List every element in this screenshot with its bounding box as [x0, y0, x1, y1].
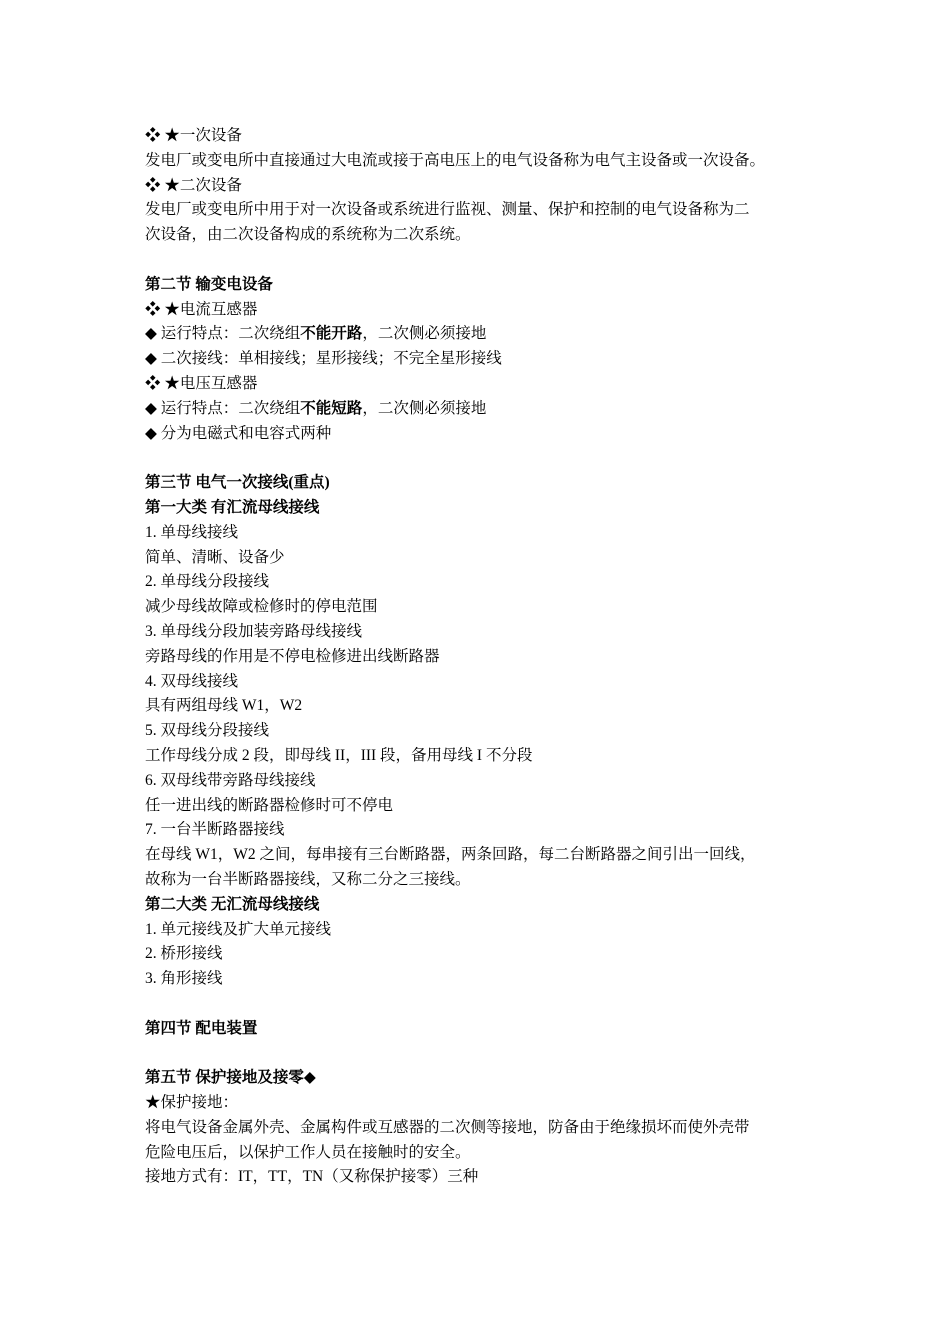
spacer: [145, 1041, 815, 1066]
list-item-desc: 工作母线分成 2 段，即母线 II，III 段，备用母线 I 不分段: [145, 746, 533, 764]
ct-feature-prefix: ◆ 运行特点：二次绕组: [145, 325, 301, 343]
grounding-definition-line2: 危险电压后，以保护工作人员在接触时的安全。: [145, 1143, 471, 1161]
section4-title: 第四节 配电装置: [145, 1019, 258, 1037]
list-item-name: 2. 单母线分段接线: [145, 573, 270, 591]
list-item-name: 3. 单母线分段加装旁路母线接线: [145, 622, 363, 640]
list-item-name: 7. 一台半断路器接线: [145, 821, 285, 839]
vt-feature-suffix: ，二次侧必须接地: [362, 399, 487, 417]
section5-title: 第五节 保护接地及接零◆: [145, 1069, 316, 1087]
ct-feature-bold: 不能开路: [300, 325, 363, 343]
grounding-heading: ★保护接地：: [145, 1094, 239, 1112]
list-item-name: 2. 桥形接线: [145, 945, 223, 963]
list-item-desc: 任一进出线的断路器检修时可不停电: [145, 796, 394, 814]
list-item-desc: 具有两组母线 W1，W2: [145, 697, 303, 715]
list-item-desc: 简单、清晰、设备少: [145, 548, 285, 566]
grounding-methods: 接地方式有：IT，TT，TN（又称保护接零）三种: [145, 1168, 479, 1186]
list-item-name: 4. 双母线接线: [145, 672, 239, 690]
vt-feature-bold: 不能短路: [300, 399, 363, 417]
vt-feature-prefix: ◆ 运行特点：二次绕组: [145, 399, 301, 417]
section3-title: 第三节 电气一次接线(重点): [145, 474, 330, 492]
spacer: [145, 248, 815, 273]
list-item-name: 5. 双母线分段接线: [145, 722, 270, 740]
list-item-desc: 减少母线故障或检修时的停电范围: [145, 598, 378, 616]
vt-types: ◆ 分为电磁式和电容式两种: [145, 424, 332, 442]
list-item-desc: 在母线 W1，W2 之间，每串接有三台断路器，两条回路，每二台断路器之间引出一回线，: [145, 846, 756, 864]
primary-equipment-heading: ❖ ★一次设备: [145, 127, 242, 144]
spacer: [145, 992, 815, 1017]
list-item-desc-continued: 故称为一台半断路器接线，又称二分之三接线。: [145, 870, 471, 888]
list-item-name: 6. 双母线带旁路母线接线: [145, 771, 316, 789]
category2-heading: 第二大类 无汇流母线接线: [145, 895, 320, 913]
vt-heading: ❖ ★电压互感器: [145, 374, 258, 392]
document-body: [145, 124, 815, 1190]
ct-heading: ❖ ★电流互感器: [145, 300, 258, 318]
ct-feature-suffix: ，二次侧必须接地: [362, 325, 487, 343]
ct-wiring: ◆ 二次接线：单相接线；星形接线；不完全星形接线: [145, 350, 502, 368]
vt-feature: [145, 397, 815, 422]
primary-equipment-definition: 发电厂或变电所中直接通过大电流或接于高电压上的电气设备称为电气主设备或一次设备。: [145, 151, 766, 169]
list-item-name: 1. 单元接线及扩大单元接线: [145, 920, 332, 938]
list-item-desc: 旁路母线的作用是不停电检修进出线断路器: [145, 647, 440, 665]
spacer: [145, 446, 815, 471]
secondary-equipment-definition-line2: 次设备，由二次设备构成的系统称为二次系统。: [145, 226, 471, 244]
section2-title: 第二节 输变电设备: [145, 275, 273, 293]
secondary-equipment-definition-line1: 发电厂或变电所中用于对一次设备或系统进行监视、测量、保护和控制的电气设备称为二: [145, 201, 750, 219]
list-item-name: 3. 角形接线: [145, 970, 223, 988]
category1-heading: 第一大类 有汇流母线接线: [145, 498, 320, 516]
ct-feature: [145, 322, 815, 347]
secondary-equipment-heading: ❖ ★二次设备: [145, 176, 242, 194]
list-item-name: 1. 单母线接线: [145, 523, 239, 541]
grounding-definition-line1: 将电气设备金属外壳、金属构件或互感器的二次侧等接地，防备由于绝缘损坏而使外壳带: [145, 1118, 750, 1136]
